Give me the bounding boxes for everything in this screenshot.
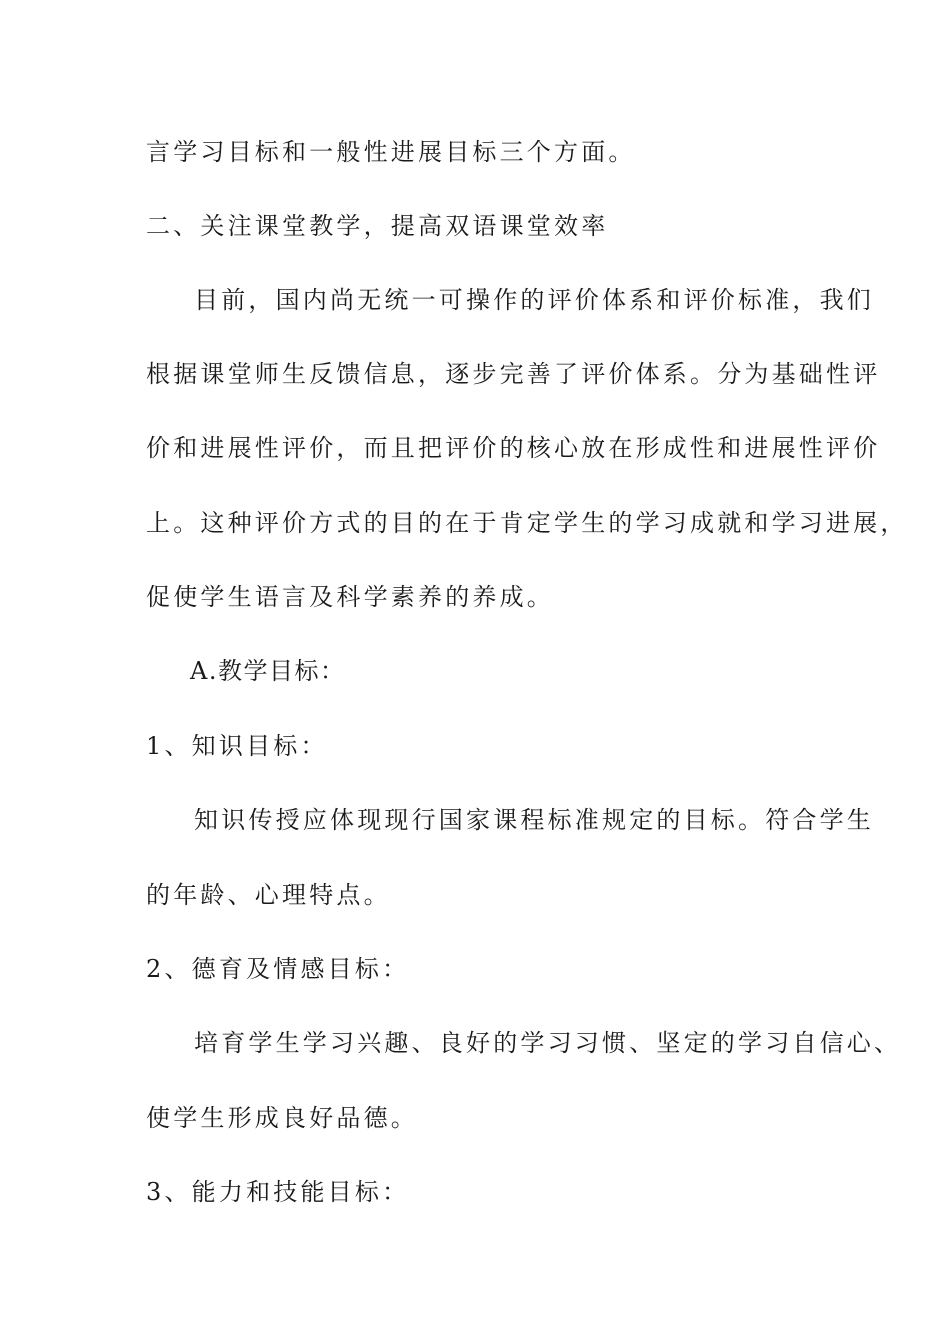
paragraph-line: 促使学生语言及科学素养的养成。 [146, 583, 554, 611]
paragraph-line: 使学生形成良好品德。 [146, 1104, 418, 1132]
paragraph-line: 的年龄、心理特点。 [146, 881, 391, 909]
list-heading: 2、德育及情感目标： [146, 955, 410, 983]
subsection-heading: A.教学目标： [190, 657, 346, 685]
list-heading: 1、知识目标： [146, 732, 328, 760]
paragraph-line: 上。这种评价方式的目的在于肯定学生的学习成就和学习进展， [146, 509, 908, 537]
paragraph-line: 目前，国内尚无统一可操作的评价体系和评价标准，我们 [194, 286, 874, 314]
paragraph-line: 价和进展性评价，而且把评价的核心放在形成性和进展性评价 [146, 434, 881, 462]
paragraph-line: 言学习目标和一般性进展目标三个方面。 [146, 138, 636, 166]
paragraph-line: 培育学生学习兴趣、良好的学习习惯、坚定的学习自信心、 [194, 1029, 902, 1057]
section-heading: 二、关注课堂教学，提高双语课堂效率 [146, 212, 609, 240]
paragraph-line: 根据课堂师生反馈信息，逐步完善了评价体系。分为基础性评 [146, 360, 881, 388]
paragraph-line: 知识传授应体现现行国家课程标准规定的目标。符合学生 [194, 806, 874, 834]
list-heading: 3、能力和技能目标： [146, 1178, 410, 1206]
